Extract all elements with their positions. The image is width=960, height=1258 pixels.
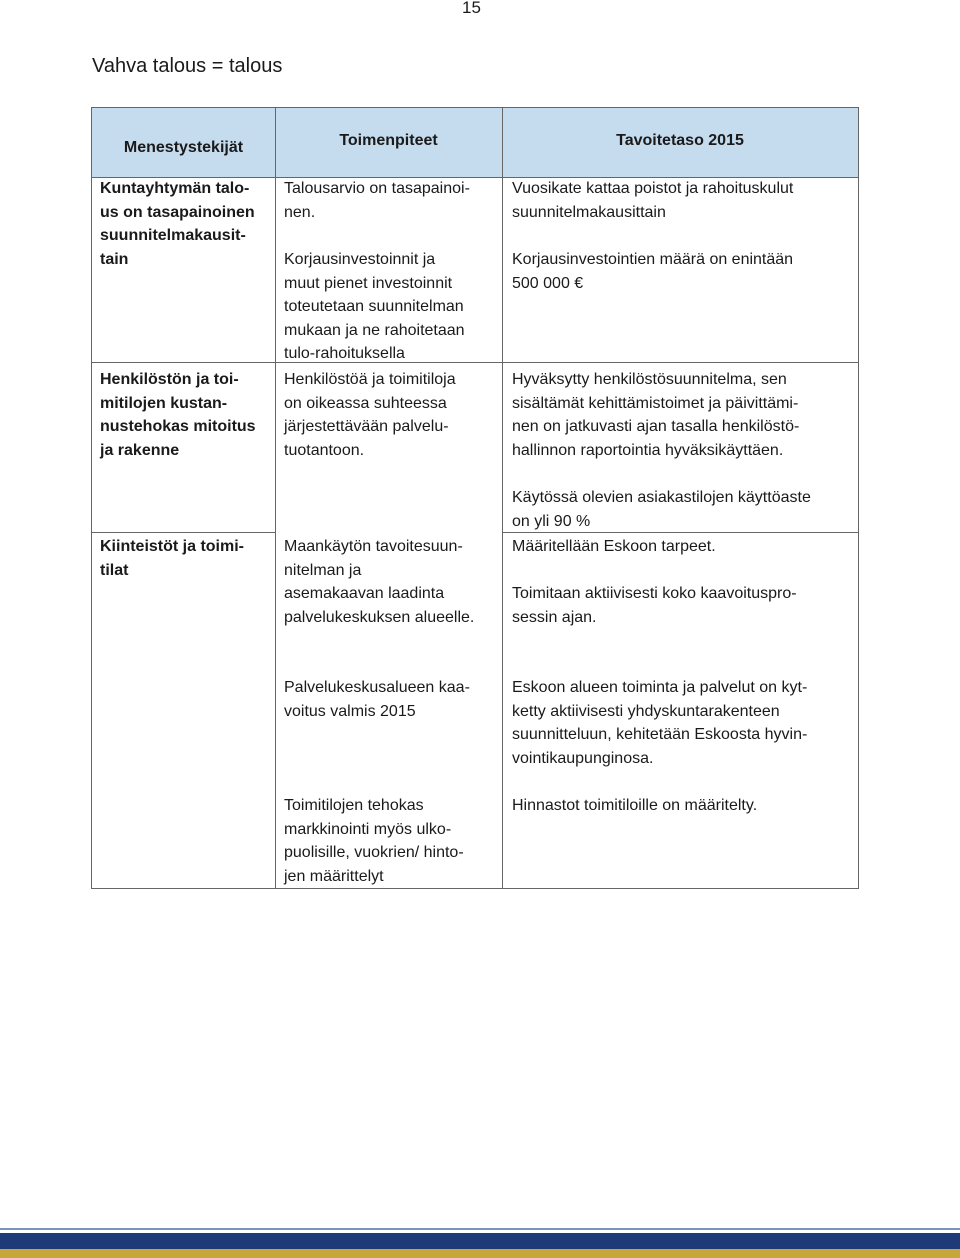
row-divider bbox=[92, 362, 858, 363]
page-number: 15 bbox=[462, 0, 481, 17]
header-actions: Toimenpiteet bbox=[339, 132, 438, 149]
column-divider bbox=[275, 108, 276, 888]
action-budget: Talousarvio on tasapainoi- nen. bbox=[284, 180, 470, 221]
action-personnel-premises: Henkilöstöä ja toimitiloja on oikeassa suhteessa järjestettävään palvelu- tuotantoon. bbox=[284, 371, 456, 459]
factor-personnel: Henkilöstön ja toi- mitilojen kustan- nustehokas mitoitus ja rakenne bbox=[100, 371, 256, 459]
target-repair-investments: Korjausinvestointien määrä on enintään 500 000 € bbox=[512, 251, 794, 292]
target-utilization: Käytössä olevien asiakastilojen käyttöaste on yli 90 % bbox=[512, 489, 811, 530]
action-repair-investments: Korjausinvestoinnit ja muut pienet investoinnit toteutetaan suunnitelman mukaan ja ne rahoitetaan tulo-rahoituksella bbox=[284, 251, 465, 363]
column-divider bbox=[502, 108, 503, 888]
target-zoning-process: Toimitaan aktiivisesti koko kaavoituspro- sessin ajan. bbox=[512, 585, 797, 626]
action-land-use-plan: Maankäytön tavoitesuun- nitelman ja asemakaavan laadinta palvelukeskuksen alueelle. bbox=[284, 538, 475, 626]
target-eskoo-area: Eskoon alueen toiminta ja palvelut on kyt- ketty aktiivisesti yhdyskuntarakenteen suunnitteluun, kehitetään Eskoosta hyvin- vointikaupunginosa. bbox=[512, 679, 808, 767]
header-success-factors: Menestystekijät bbox=[123, 139, 244, 156]
header-target-level: Tavoitetaso 2015 bbox=[616, 132, 744, 149]
row-divider bbox=[92, 532, 275, 533]
target-eskoo-needs: Määritellään Eskoon tarpeet. bbox=[512, 538, 716, 555]
page-title: Vahva talous = talous bbox=[92, 55, 283, 77]
action-premises-marketing: Toimitilojen tehokas markkinointi myös ulko- puolisille, vuokrien/ hinto- jen määrittelyt bbox=[284, 797, 464, 885]
action-zoning: Palvelukeskusalueen kaa- voitus valmis 2015 bbox=[284, 679, 470, 720]
footer-rule bbox=[0, 1228, 960, 1230]
footer-band bbox=[0, 1233, 960, 1249]
target-operating-margin: Vuosikate kattaa poistot ja rahoituskulut suunnitelmakausittain bbox=[512, 180, 794, 221]
target-price-lists: Hinnastot toimitiloille on määritelty. bbox=[512, 797, 758, 814]
goals-table bbox=[91, 107, 859, 889]
factor-properties: Kiinteistöt ja toimi- tilat bbox=[100, 538, 244, 579]
footer-band-accent bbox=[0, 1249, 960, 1258]
target-personnel-plan: Hyväksytty henkilöstösuunnitelma, sen sisältämät kehittämistoimet ja päivittämi- nen on jatkuvasti ajan tasalla henkilöstö- hallinnon raportointia hyväksikäyttäen. bbox=[512, 371, 800, 459]
factor-finance: Kuntayhtymän talo- us on tasapainoinen suunnitelmakausit- tain bbox=[100, 180, 255, 268]
